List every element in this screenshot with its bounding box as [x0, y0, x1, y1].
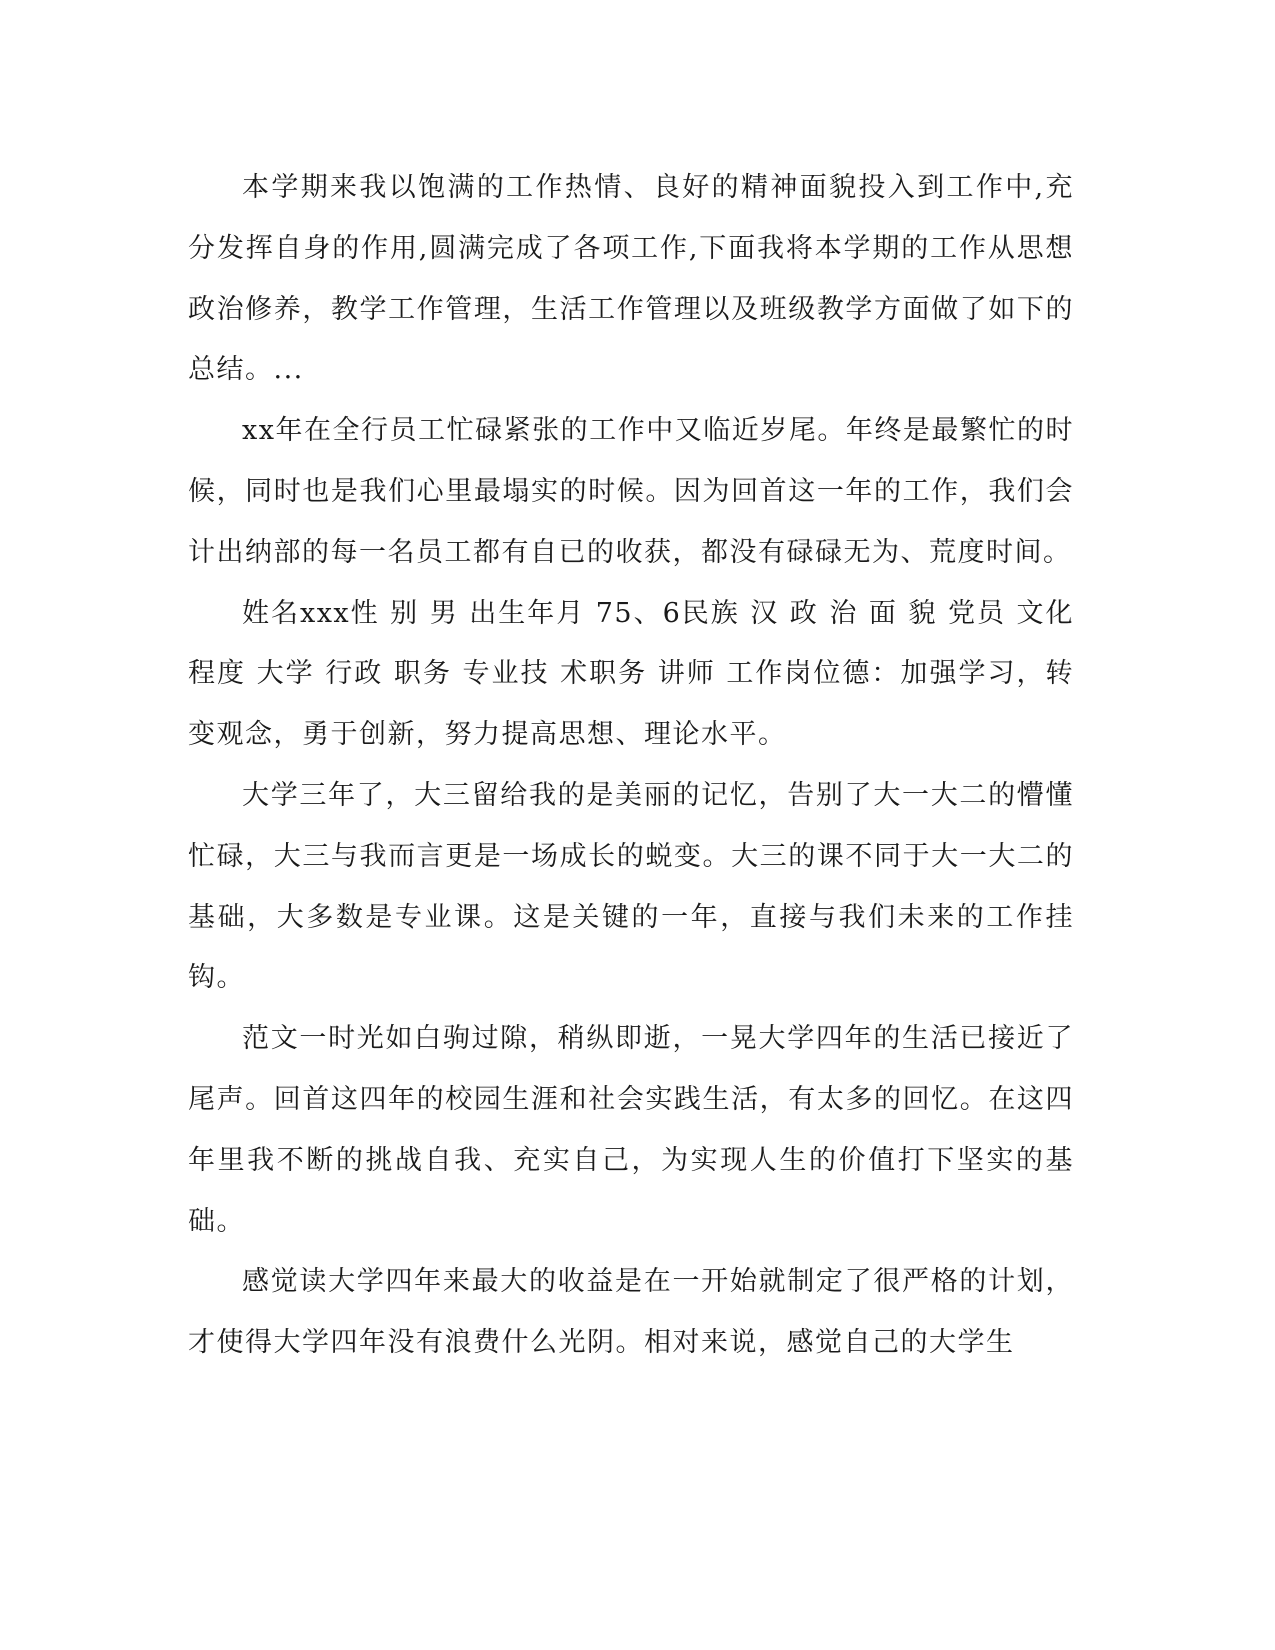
paragraph-3: 姓名xxx性 别 男 出生年月 75、6民族 汉 政 治 面 貌 党员 文化程度 大学 行政 职务 专业技 术职务 讲师 工作岗位德：加强学习，转变观念，勇于创新，努力提高思想、理论水平。: [188, 597, 1074, 751]
document-body: [188, 158, 1074, 1374]
paragraph-6: 感觉读大学四年来最大的收益是在一开始就制定了很严格的计划，才使得大学四年没有浪费什么光阴。相对来说，感觉自己的大学生: [188, 1266, 1074, 1359]
paragraph-5: 范文一时光如白驹过隙，稍纵即逝，一晃大学四年的生活已接近了尾声。回首这四年的校园生涯和社会实践生活，有太多的回忆。在这四年里我不断的挑战自我、充实自己，为实现人生的价值打下坚实的基础。: [188, 1023, 1074, 1237]
paragraph-4: 大学三年了，大三留给我的是美丽的记忆，告别了大一大二的懵懂忙碌，大三与我而言更是一场成长的蜕变。大三的课不同于大一大二的基础，大多数是专业课。这是关键的一年，直接与我们未来的工作挂钩。: [188, 779, 1074, 994]
paragraph-2: xx年在全行员工忙碌紧张的工作中又临近岁尾。年终是最繁忙的时候，同时也是我们心里最塌实的时候。因为回首这一年的工作，我们会计出纳部的每一名员工都有自已的收获，都没有碌碌无为、荒度时间。: [188, 415, 1074, 568]
paragraph-1: 本学期来我以饱满的工作热情、良好的精神面貌投入到工作中,充分发挥自身的作用,圆满完成了各项工作,下面我将本学期的工作从思想政治修养，教学工作管理，生活工作管理以及班级教学方面做了如下的总结。...: [188, 172, 1074, 386]
